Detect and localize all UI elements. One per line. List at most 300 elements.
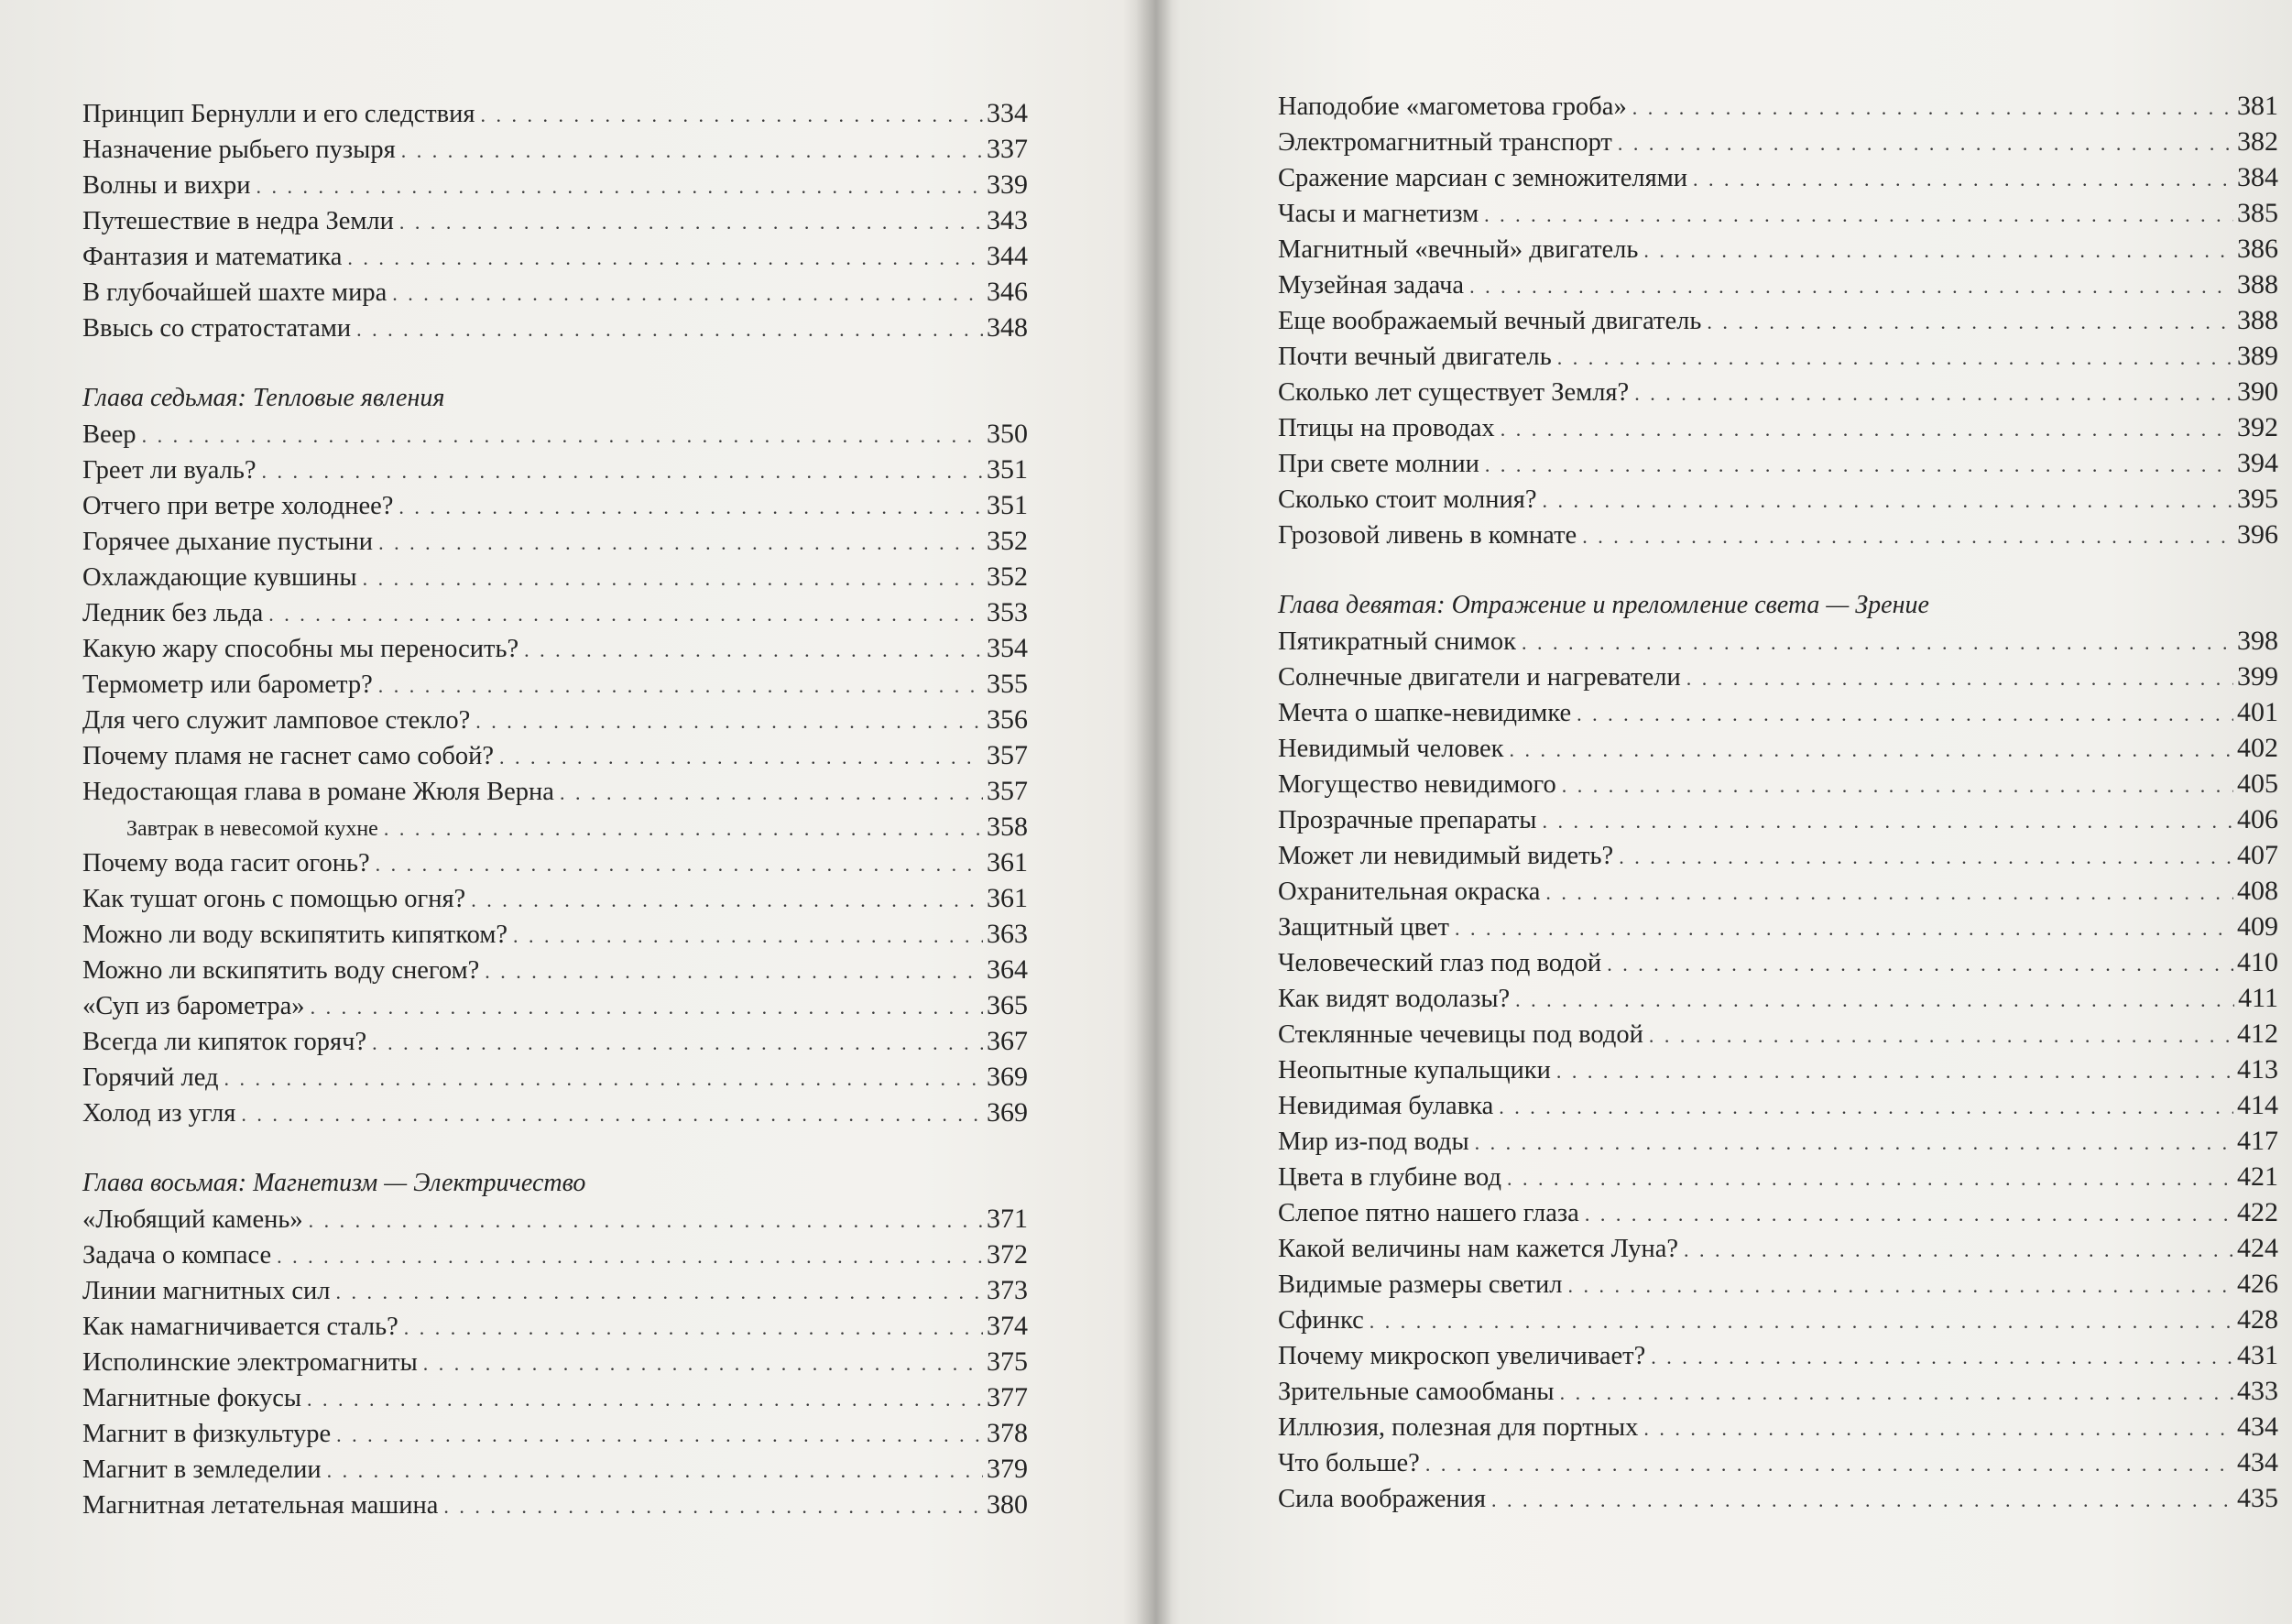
dot-leader	[1560, 1375, 2233, 1411]
toc-entry-page-number: 388	[2237, 269, 2278, 300]
toc-entry-title: Могущество невидимого	[1278, 770, 1556, 799]
toc-entry-page-number: 414	[2237, 1090, 2278, 1120]
toc-entry	[82, 702, 1028, 737]
toc-entry-page-number: 361	[987, 847, 1028, 877]
dot-leader	[392, 276, 983, 311]
toc-entry-title: Исполинские электромагниты	[82, 1348, 418, 1377]
toc-entry	[82, 880, 1028, 916]
toc-entry-title: Путешествие в недра Земли	[82, 207, 394, 235]
dot-leader	[1582, 518, 2233, 554]
dot-leader	[1557, 340, 2233, 376]
toc-entry-title: Завтрак в невесомой кухне	[126, 817, 378, 841]
toc-entry-title: Птицы на проводах	[1278, 414, 1495, 442]
toc-entry-page-number: 373	[987, 1275, 1028, 1305]
toc-entry	[1278, 231, 2278, 267]
toc-entry-page-number: 379	[987, 1454, 1028, 1484]
toc-entry	[1278, 694, 2278, 730]
toc-entry-page-number: 352	[987, 526, 1028, 556]
toc-entry-page-number: 389	[2237, 341, 2278, 371]
toc-entry-page-number: 433	[2237, 1376, 2278, 1406]
toc-entry-title: Как тушат огонь с помощью огня?	[82, 885, 466, 913]
toc-entry	[1278, 837, 2278, 873]
dot-leader	[1643, 233, 2233, 268]
dot-leader	[485, 954, 983, 989]
right-page	[1168, 0, 2292, 1624]
toc-entry	[1278, 801, 2278, 837]
dot-leader	[1499, 1089, 2233, 1125]
dot-leader	[1607, 946, 2233, 982]
toc-entry	[82, 1415, 1028, 1451]
toc-entry-page-number: 378	[987, 1418, 1028, 1448]
toc-entry	[1278, 1194, 2278, 1230]
toc-entry-title: Отчего при ветре холоднее?	[82, 492, 394, 520]
toc-entry-title: Назначение рыбьего пузыря	[82, 136, 396, 164]
dot-leader	[1475, 1125, 2233, 1161]
toc-entry-title: Охлаждающие кувшины	[82, 563, 357, 592]
toc-entry	[1278, 766, 2278, 801]
dot-leader	[1501, 411, 2233, 447]
dot-leader	[1585, 1196, 2233, 1232]
dot-leader	[1562, 768, 2233, 803]
toc-entry	[82, 559, 1028, 594]
dot-leader	[224, 1061, 983, 1096]
toc-entry-page-number: 356	[987, 704, 1028, 735]
dot-leader	[423, 1346, 983, 1381]
toc-entry	[82, 1487, 1028, 1522]
toc-entry-page-number: 421	[2237, 1161, 2278, 1192]
dot-leader	[277, 1238, 983, 1274]
toc-entry	[82, 1272, 1028, 1308]
toc-entry	[82, 416, 1028, 452]
toc-entry-page-number: 339	[987, 169, 1028, 200]
toc-entry-title: Прозрачные препараты	[1278, 806, 1537, 834]
toc-entry	[82, 452, 1028, 487]
toc-entry-page-number: 384	[2237, 162, 2278, 192]
toc-entry-title: Что больше?	[1278, 1449, 1420, 1477]
toc-entry	[1278, 1087, 2278, 1123]
toc-entry	[1278, 1159, 2278, 1194]
toc-entry	[82, 202, 1028, 238]
toc-entry	[1278, 659, 2278, 694]
toc-entry-title: Сражение марсиан с земножителями	[1278, 164, 1687, 192]
toc-entry-page-number: 407	[2237, 840, 2278, 870]
toc-entry	[82, 310, 1028, 345]
toc-entry-page-number: 374	[987, 1311, 1028, 1341]
dot-leader	[1507, 1161, 2233, 1196]
dot-leader	[1649, 1018, 2233, 1053]
dot-leader	[475, 703, 983, 739]
toc-entry-page-number: 377	[987, 1382, 1028, 1412]
toc-entry-title: Сколько лет существует Земля?	[1278, 378, 1630, 407]
dot-leader	[256, 169, 983, 204]
toc-entry-page-number: 435	[2237, 1483, 2278, 1513]
toc-entry-page-number: 371	[987, 1204, 1028, 1234]
book-gutter	[1136, 0, 1173, 1624]
toc-entry-page-number: 392	[2237, 412, 2278, 442]
toc-entry	[82, 1023, 1028, 1059]
toc-entry-title: Сфинкс	[1278, 1306, 1364, 1335]
toc-entry-page-number: 351	[987, 454, 1028, 485]
toc-entry	[1278, 267, 2278, 302]
toc-entry-title: Какую жару способны мы переносить?	[82, 635, 519, 663]
toc-entry-title: Принцип Бернулли и его следствия	[82, 100, 475, 128]
dot-leader	[1651, 1339, 2233, 1375]
dot-leader	[1370, 1303, 2233, 1339]
toc-entry	[1278, 730, 2278, 766]
dot-leader	[1619, 839, 2233, 875]
toc-entry-page-number: 343	[987, 205, 1028, 235]
toc-entry-page-number: 346	[987, 277, 1028, 307]
toc-entry-title: Еще воображаемый вечный двигатель	[1278, 307, 1702, 335]
toc-entry	[1278, 623, 2278, 659]
toc-entry-title: Всегда ли кипяток горяч?	[82, 1028, 367, 1056]
toc-entry	[1278, 1266, 2278, 1302]
toc-entry-title: Может ли невидимый видеть?	[1278, 842, 1614, 870]
toc-entry-page-number: 367	[987, 1026, 1028, 1056]
chapter-heading: Глава девятая: Отражение и преломление света — Зрение	[1278, 591, 1929, 619]
dot-leader	[560, 775, 983, 811]
toc-entry-page-number: 412	[2237, 1019, 2278, 1049]
toc-entry	[82, 630, 1028, 666]
toc-entry	[82, 95, 1028, 131]
toc-entry-title: При свете молнии	[1278, 450, 1479, 478]
toc-entry-title: Горячий лед	[82, 1063, 219, 1092]
dot-leader	[384, 811, 983, 846]
toc-entry-title: Как видят водолазы?	[1278, 985, 1511, 1013]
dot-leader	[1643, 1411, 2233, 1446]
dot-leader	[399, 204, 983, 240]
toc-entry-page-number: 382	[2237, 126, 2278, 157]
dot-leader	[376, 846, 983, 882]
toc-entry-title: Можно ли вскипятить воду снегом?	[82, 956, 480, 985]
toc-entry-title: Термометр или барометр?	[82, 670, 373, 699]
dot-leader	[1425, 1446, 2233, 1482]
toc-entry-page-number: 409	[2237, 911, 2278, 942]
dot-leader	[378, 668, 983, 703]
dot-leader	[1567, 1268, 2233, 1303]
dot-leader	[1632, 90, 2233, 125]
toc-entry-title: Как намагничивается сталь?	[82, 1313, 398, 1341]
toc-entry	[1278, 124, 2278, 159]
toc-entry-title: Магнитный «вечный» двигатель	[1278, 235, 1639, 264]
toc-entry-page-number: 380	[987, 1489, 1028, 1520]
toc-entry-title: Магнит в физкультуре	[82, 1420, 332, 1448]
dot-leader	[307, 1381, 983, 1417]
toc-entry-title: Горячее дыхание пустыни	[82, 528, 374, 556]
toc-entry	[82, 131, 1028, 167]
dot-leader	[327, 1453, 983, 1488]
dot-leader	[499, 739, 983, 775]
dot-leader	[1515, 982, 2234, 1018]
dot-leader	[1491, 1482, 2233, 1518]
toc-entry	[82, 845, 1028, 880]
toc-entry-title: Солнечные двигатели и нагреватели	[1278, 663, 1681, 692]
toc-entry-page-number: 348	[987, 312, 1028, 343]
toc-entry	[1278, 1337, 2278, 1373]
toc-entry-title: В глубочайшей шахте мира	[82, 278, 387, 307]
toc-entry	[82, 274, 1028, 310]
toc-entry-page-number: 386	[2237, 234, 2278, 264]
toc-entry-title: Цвета в глубине вод	[1278, 1163, 1501, 1192]
toc-entry-page-number: 354	[987, 633, 1028, 663]
toc-entry-title: Магнит в земледелии	[82, 1455, 322, 1484]
dot-leader	[1485, 447, 2233, 483]
toc-entry-page-number: 337	[987, 134, 1028, 164]
dot-leader	[268, 596, 983, 632]
toc-entry	[1278, 873, 2278, 909]
dot-leader	[309, 1203, 983, 1238]
toc-entry	[1278, 409, 2278, 445]
toc-entry-title: Видимые размеры светил	[1278, 1270, 1563, 1299]
toc-entry-page-number: 405	[2237, 768, 2278, 799]
toc-entry	[82, 1059, 1028, 1095]
toc-entry	[82, 1237, 1028, 1272]
toc-entry-title: Невидимая булавка	[1278, 1092, 1494, 1120]
toc-entry-page-number: 431	[2237, 1340, 2278, 1370]
toc-entry-title: Пятикратный снимок	[1278, 627, 1516, 656]
dot-leader	[336, 1417, 983, 1453]
toc-entry-title: Зрительные самообманы	[1278, 1378, 1555, 1406]
toc-entry-title: Мечта о шапке-невидимке	[1278, 699, 1572, 727]
toc-entry	[1278, 909, 2278, 944]
toc-entry-title: Магнитная летательная машина	[82, 1491, 439, 1520]
toc-entry	[1278, 1016, 2278, 1052]
toc-entry	[82, 1344, 1028, 1379]
toc-entry	[1278, 1123, 2278, 1159]
toc-entry	[1278, 1230, 2278, 1266]
toc-entry-page-number: 357	[987, 776, 1028, 806]
toc-entry-page-number: 401	[2237, 697, 2278, 727]
toc-entry-title: Человеческий глаз под водой	[1278, 949, 1602, 977]
toc-entry	[1278, 1373, 2278, 1409]
toc-entry-title: Слепое пятно нашего глаза	[1278, 1199, 1579, 1227]
toc-entry-title: Неопытные купальщики	[1278, 1056, 1551, 1084]
toc-entry-page-number: 399	[2237, 661, 2278, 692]
toc-entry-page-number: 417	[2237, 1126, 2278, 1156]
toc-entry-title: Невидимый человек	[1278, 735, 1504, 763]
toc-entry	[82, 238, 1028, 274]
toc-entry	[82, 487, 1028, 523]
toc-entry	[1278, 195, 2278, 231]
toc-entry-page-number: 357	[987, 740, 1028, 770]
table-of-contents-left	[82, 95, 1028, 1522]
toc-entry-page-number: 344	[987, 241, 1028, 271]
dot-leader	[471, 882, 983, 918]
toc-entry-page-number: 385	[2237, 198, 2278, 228]
dot-leader	[1684, 1232, 2233, 1268]
toc-entry	[82, 737, 1028, 773]
toc-entry-page-number: 369	[987, 1062, 1028, 1092]
toc-entry-page-number: 395	[2237, 484, 2278, 514]
toc-entry-page-number: 434	[2237, 1411, 2278, 1442]
dot-leader	[481, 97, 983, 133]
dot-leader	[1686, 660, 2233, 696]
toc-entry-title: Магнитные фокусы	[82, 1384, 302, 1412]
toc-entry	[1278, 1302, 2278, 1337]
toc-entry-title: Часы и магнетизм	[1278, 200, 1479, 228]
dot-leader	[241, 1096, 983, 1132]
toc-entry-page-number: 375	[987, 1346, 1028, 1377]
toc-entry-page-number: 364	[987, 954, 1028, 985]
dot-leader	[1634, 376, 2233, 411]
table-of-contents-right	[1278, 88, 2278, 1516]
toc-entry	[1278, 445, 2278, 481]
toc-entry-title: Грозовой ливень в комнате	[1278, 521, 1577, 550]
toc-entry-page-number: 413	[2237, 1054, 2278, 1084]
toc-entry-page-number: 394	[2237, 448, 2278, 478]
toc-entry-page-number: 334	[987, 98, 1028, 128]
toc-entry-title: Иллюзия, полезная для портных	[1278, 1413, 1639, 1442]
toc-entry	[1278, 980, 2278, 1016]
dot-leader	[336, 1274, 984, 1310]
toc-entry	[82, 987, 1028, 1023]
toc-entry-page-number: 406	[2237, 804, 2278, 834]
toc-entry-page-number: 396	[2237, 519, 2278, 550]
toc-entry-title: Можно ли воду вскипятить кипятком?	[82, 921, 508, 949]
toc-entry-title: Почему вода гасит огонь?	[82, 849, 370, 877]
toc-entry-page-number: 352	[987, 561, 1028, 592]
toc-entry-page-number: 426	[2237, 1269, 2278, 1299]
toc-entry-title: Холод из угля	[82, 1099, 236, 1128]
toc-entry	[82, 773, 1028, 809]
toc-entry-title: Почему микроскоп увеличивает?	[1278, 1342, 1646, 1370]
dot-leader	[262, 453, 983, 489]
toc-entry-title: Ледник без льда	[82, 599, 264, 627]
toc-entry-title: Музейная задача	[1278, 271, 1465, 300]
toc-entry-title: Линии магнитных сил	[82, 1277, 331, 1305]
dot-leader	[1542, 483, 2233, 518]
toc-entry	[1278, 159, 2278, 195]
toc-entry-title: Фантазия и математика	[82, 243, 343, 271]
dot-leader	[372, 1025, 983, 1061]
toc-entry	[82, 952, 1028, 987]
dot-leader	[401, 133, 983, 169]
toc-entry	[1278, 1052, 2278, 1087]
toc-entry-page-number: 388	[2237, 305, 2278, 335]
dot-leader	[524, 632, 983, 668]
dot-leader	[1545, 875, 2233, 910]
toc-entry	[82, 523, 1028, 559]
toc-entry-page-number: 411	[2238, 983, 2278, 1013]
toc-entry-title: Задача о компасе	[82, 1241, 272, 1270]
dot-leader	[363, 561, 983, 596]
dot-leader	[347, 240, 983, 276]
toc-entry-page-number: 363	[987, 919, 1028, 949]
toc-entry-title: Веер	[82, 420, 136, 449]
toc-entry	[1278, 1409, 2278, 1444]
dot-leader	[1618, 125, 2233, 161]
toc-entry-title: Для чего служит ламповое стекло?	[82, 706, 471, 735]
toc-entry-title: Мир из-под воды	[1278, 1128, 1469, 1156]
toc-entry-page-number: 424	[2237, 1233, 2278, 1263]
toc-entry-title: Греет ли вуаль?	[82, 456, 256, 485]
dot-leader	[1693, 161, 2233, 197]
toc-entry	[82, 167, 1028, 202]
dot-leader	[311, 989, 983, 1025]
dot-leader	[378, 525, 983, 561]
dot-leader	[1577, 696, 2233, 732]
toc-entry	[1278, 1480, 2278, 1516]
toc-entry-title: Какой величины нам кажется Луна?	[1278, 1235, 1679, 1263]
dot-leader	[1510, 732, 2234, 768]
toc-entry	[1278, 374, 2278, 409]
toc-entry	[1278, 302, 2278, 338]
toc-entry-title: «Любящий камень»	[82, 1205, 303, 1234]
toc-entry-title: Сколько стоит молния?	[1278, 485, 1537, 514]
toc-entry	[82, 1451, 1028, 1487]
dot-leader	[513, 918, 983, 954]
dot-leader	[142, 418, 983, 453]
dot-leader	[1484, 197, 2233, 233]
toc-entry-title: Сила воображения	[1278, 1485, 1486, 1513]
toc-entry-title: Стеклянные чечевицы под водой	[1278, 1020, 1643, 1049]
left-page	[0, 0, 1145, 1624]
toc-entry-page-number: 422	[2237, 1197, 2278, 1227]
dot-leader	[1556, 1053, 2233, 1089]
dot-leader	[398, 489, 983, 525]
toc-entry	[82, 666, 1028, 702]
toc-entry-page-number: 358	[987, 812, 1028, 842]
dot-leader	[404, 1310, 983, 1346]
toc-entry-page-number: 408	[2237, 876, 2278, 906]
toc-entry-title: «Суп из барометра»	[82, 992, 305, 1020]
toc-entry	[82, 1308, 1028, 1344]
toc-entry-title: Ввысь со стратостатами	[82, 314, 352, 343]
toc-entry-page-number: 351	[987, 490, 1028, 520]
toc-entry	[1278, 517, 2278, 552]
toc-entry-page-number: 355	[987, 669, 1028, 699]
dot-leader	[1469, 268, 2233, 304]
toc-entry-title: Почему пламя не гаснет само собой?	[82, 742, 494, 770]
toc-entry-page-number: 350	[987, 419, 1028, 449]
toc-entry-page-number: 361	[987, 883, 1028, 913]
dot-leader	[1522, 625, 2233, 660]
toc-entry	[82, 1201, 1028, 1237]
toc-entry-page-number: 369	[987, 1097, 1028, 1128]
toc-entry-title: Электромагнитный транспорт	[1278, 128, 1612, 157]
toc-entry-page-number: 353	[987, 597, 1028, 627]
toc-entry-page-number: 402	[2237, 733, 2278, 763]
toc-entry-title: Недостающая глава в романе Жюля Верна	[82, 778, 554, 806]
toc-entry-page-number: 381	[2237, 91, 2278, 121]
toc-entry-title: Наподобие «магометова гроба»	[1278, 93, 1627, 121]
dot-leader	[1542, 803, 2233, 839]
toc-entry	[1278, 944, 2278, 980]
dot-leader	[1707, 304, 2233, 340]
toc-entry	[82, 1379, 1028, 1415]
toc-entry-title: Почти вечный двигатель	[1278, 343, 1552, 371]
toc-entry-title: Волны и вихри	[82, 171, 251, 200]
toc-entry-title: Охранительная окраска	[1278, 877, 1541, 906]
toc-entry	[1278, 481, 2278, 517]
toc-entry	[1278, 1444, 2278, 1480]
toc-entry	[82, 594, 1028, 630]
toc-entry-page-number: 434	[2237, 1447, 2278, 1477]
toc-entry	[82, 809, 1028, 845]
toc-entry	[1278, 88, 2278, 124]
toc-entry	[1278, 338, 2278, 374]
toc-entry-page-number: 428	[2237, 1304, 2278, 1335]
dot-leader	[1455, 910, 2233, 946]
chapter-heading: Глава восьмая: Магнетизм — Электричество	[82, 1169, 586, 1197]
toc-entry-page-number: 365	[987, 990, 1028, 1020]
toc-entry	[82, 916, 1028, 952]
chapter-heading: Глава седьмая: Тепловые явления	[82, 384, 445, 412]
dot-leader	[443, 1488, 983, 1524]
toc-entry-page-number: 398	[2237, 626, 2278, 656]
toc-entry-page-number: 372	[987, 1239, 1028, 1270]
toc-entry-page-number: 410	[2237, 947, 2278, 977]
